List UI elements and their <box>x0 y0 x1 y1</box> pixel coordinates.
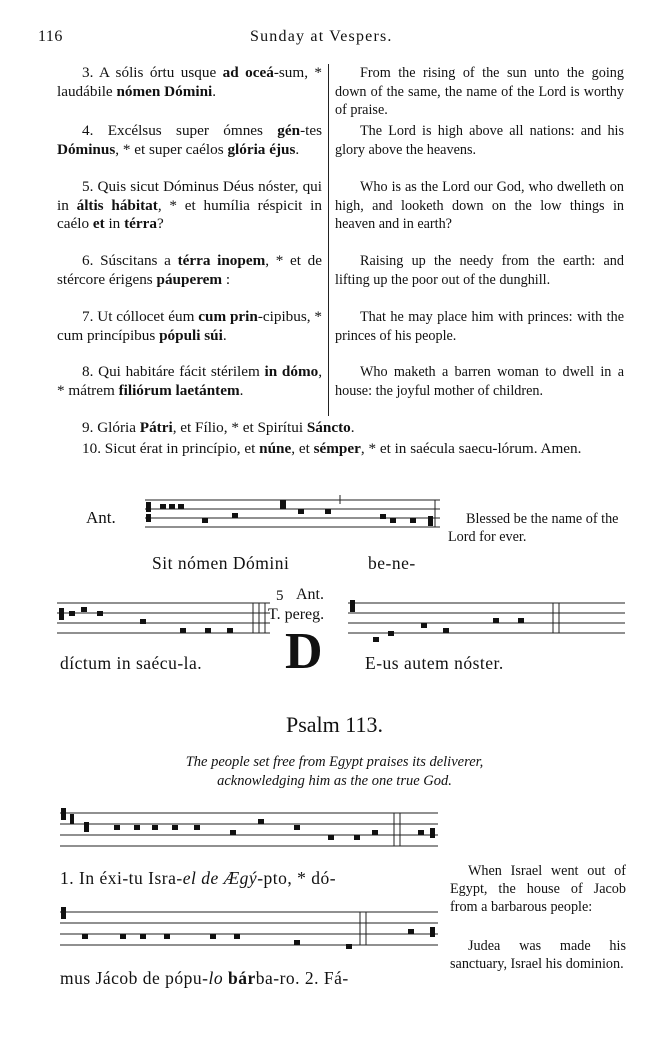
page-title: Sunday at Vespers. <box>250 28 393 45</box>
doxology-verse-10: 10. Sicut érat in princípio, et núne, et sémper, * et in saécula saecu-lórum. Amen. <box>82 440 582 457</box>
drop-cap-initial: D <box>285 623 323 680</box>
antiphon-staff-1 <box>140 492 445 540</box>
psalm-subtitle-1: The people set free from Egypt praises its deliverer, <box>185 754 484 770</box>
latin-verse-5: 5. Quis sicut Dóminus Déus nóster, qui in áltis hábitat, * et humília réspicit in caélo et in térra? <box>57 178 322 232</box>
tone-label: T. pereg. <box>268 606 325 623</box>
latin-verse-6: 6. Súscitans a térra inopem, * et de stércore érigens páuperem : <box>57 252 322 288</box>
next-antiphon-label: Ant. <box>296 586 324 603</box>
english-verse-7: That he may place him with princes: with the princes of his people. <box>335 309 624 344</box>
antiphon-lyrics-1b: be-ne- <box>368 553 416 573</box>
antiphon-label: Ant. <box>86 508 116 527</box>
antiphon-lyrics-3: E-us autem nóster. <box>365 653 504 673</box>
psalm-english-2: Judea was made his sanctuary, Israel his dominion. <box>450 938 626 972</box>
psalm-verse-1b-lyrics: mus Jácob de pópu-lo bárba-ro. 2. Fá- <box>60 968 349 988</box>
psalm-staff-1 <box>58 805 442 859</box>
english-verse-5: Who is as the Lord our God, who dwelleth on high, and looketh down on the low things in heaven and in earth? <box>335 179 624 232</box>
english-verse-8: Who maketh a barren woman to dwell in a house: the joyful mother of children. <box>335 364 624 399</box>
psalm-staff-2 <box>58 904 442 964</box>
psalm-verse-1-lyrics: 1. In éxi-tu Isra-el de Ægý-pto, * dó- <box>60 868 337 888</box>
antiphon-staff-2 <box>55 598 275 648</box>
psalm-title: Psalm 113. <box>286 712 383 737</box>
column-divider <box>328 64 329 416</box>
latin-verse-8: 8. Qui habitáre fácit stérilem in dómo, * mátrem filiórum laetántem. <box>57 363 323 399</box>
antiphon-lyrics-1: Sit nómen Dómini <box>152 553 290 573</box>
psalm-english-1: When Israel went out of Egypt, the house of Jacob from a barbarous people: <box>450 863 626 915</box>
latin-verse-3: 3. A sólis órtu usque ad oceá-sum, * laudábile nómen Dómini. <box>57 64 323 100</box>
english-verse-6: Raising up the needy from the earth: and lifting up the poor out of the dunghill. <box>335 253 624 288</box>
english-verse-3: From the rising of the sun unto the going down of the same, the name of the Lord is worthy of praise. <box>335 65 624 118</box>
latin-verse-4: 4. Excélsus super ómnes gén-tes Dóminus, * et super caélos glória éjus. <box>57 122 322 158</box>
antiphon-staff-3 <box>343 598 628 648</box>
antiphon-english: Blessed be the name of the Lord for ever. <box>448 511 619 545</box>
doxology-verse-9: 9. Glória Pátri, et Fílio, * et Spirítui Sáncto. <box>82 419 355 436</box>
mode-number: 5 <box>276 588 284 604</box>
english-verse-4: The Lord is high above all nations: and his glory above the heavens. <box>335 123 624 158</box>
page-number: 116 <box>38 28 63 45</box>
latin-verse-7: 7. Ut cóllocet éum cum prin-cipibus, * cum princípibus pópuli súi. <box>57 308 323 344</box>
psalm-subtitle-2: acknowledging him as the one true God. <box>217 773 452 789</box>
antiphon-lyrics-2: díctum in saécu-la. <box>60 653 203 673</box>
